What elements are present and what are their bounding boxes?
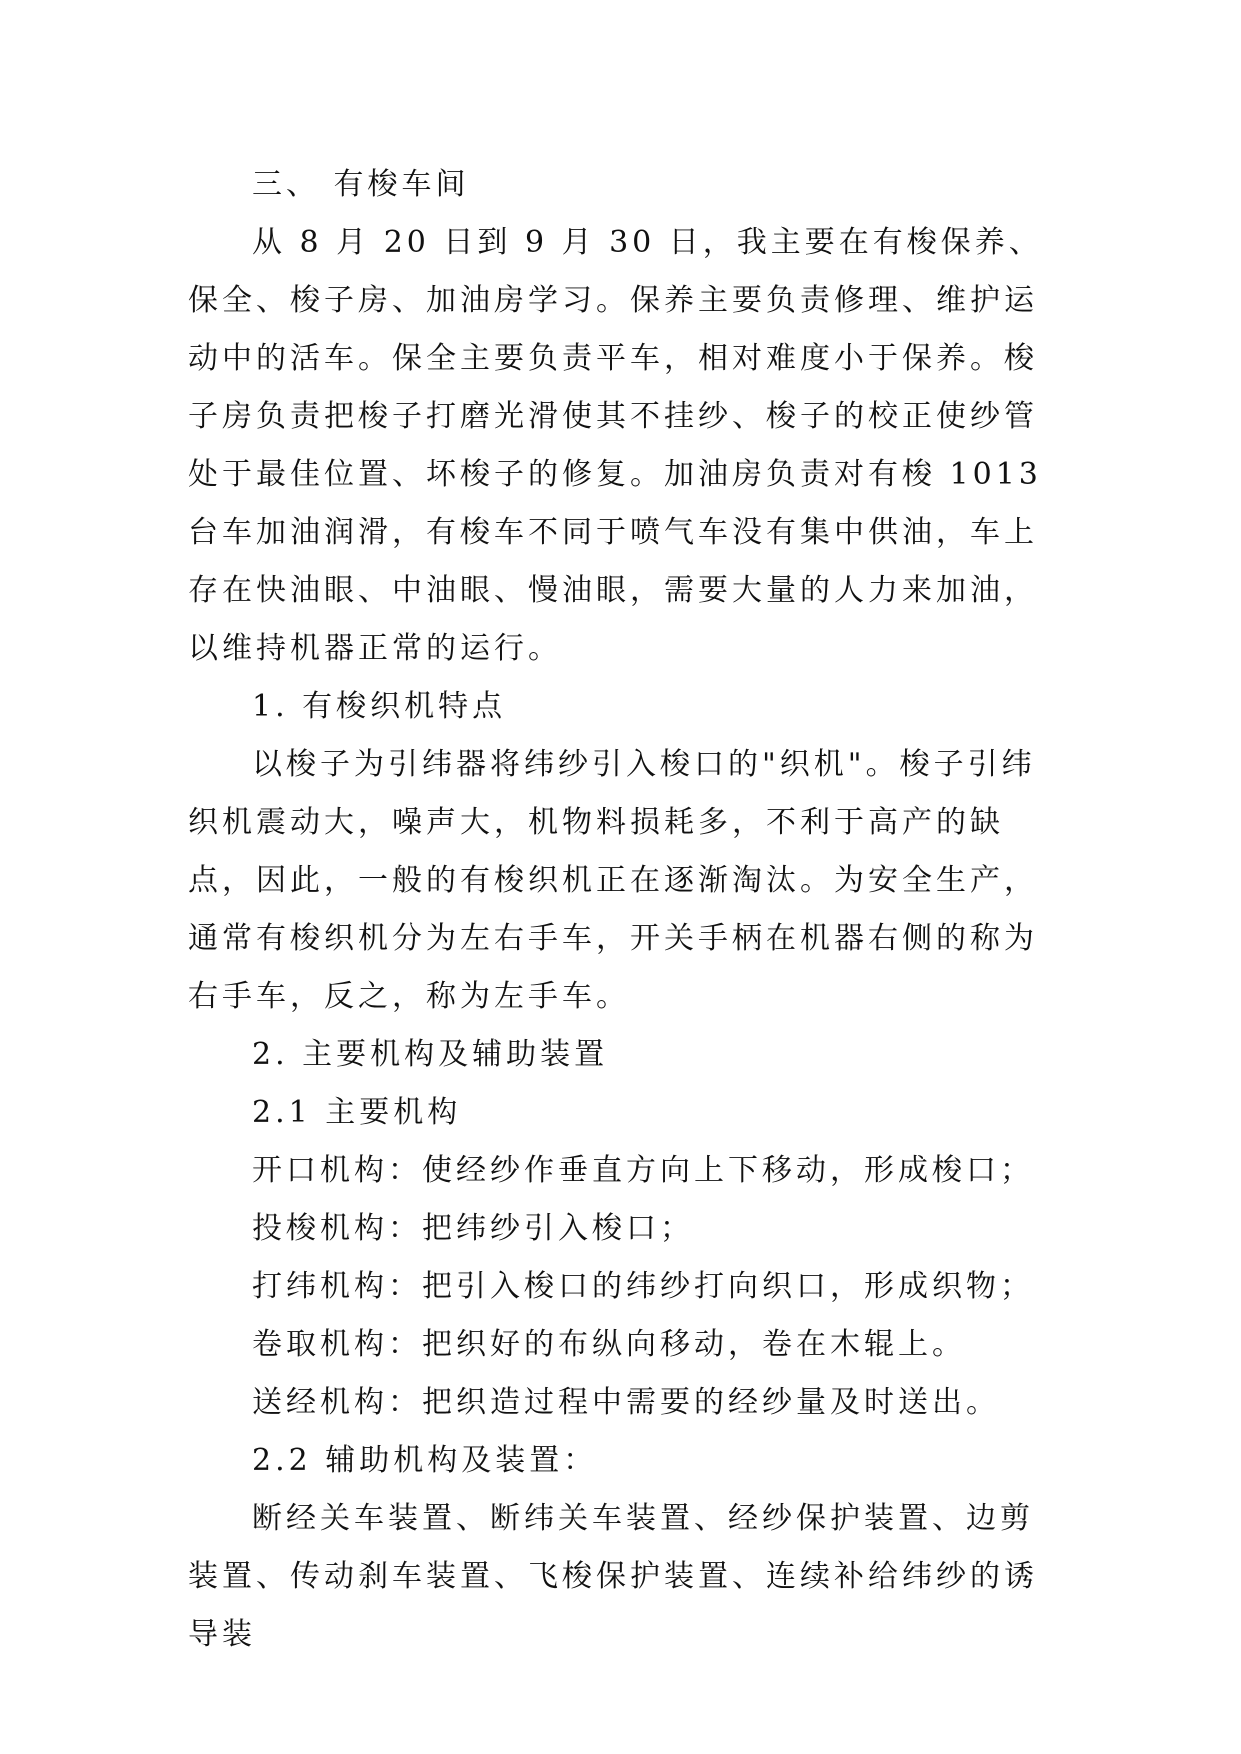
section-heading: 三、 有梭车间: [252, 167, 470, 202]
mechanism-item: 卷取机构：把织好的布纵向移动，卷在木辊上。: [252, 1327, 966, 1362]
section-title-loom-features: 1. 有梭织机特点: [252, 689, 507, 724]
paragraph-auxiliary-devices: 断经关车装置、断纬关车装置、经纱保护装置、边剪装置、传动刹车装置、飞梭保护装置、连续补给纬纱的诱导装: [188, 1501, 1038, 1652]
document-body: [188, 156, 1056, 1664]
mechanism-item: 开口机构：使经纱作垂直方向上下移动，形成梭口；: [252, 1153, 1034, 1188]
mechanism-item: 打纬机构：把引入梭口的纬纱打向织口，形成织物；: [252, 1269, 1034, 1304]
subsection-title-main-mechanisms: 2.1 主要机构: [252, 1095, 462, 1130]
mechanism-item: 送经机构：把织造过程中需要的经纱量及时送出。: [252, 1385, 1000, 1420]
mechanism-item: 投梭机构：把纬纱引入梭口；: [252, 1211, 694, 1246]
paragraph-loom-features: 以梭子为引纬器将纬纱引入梭口的"织机"。梭子引纬织机震动大，噪声大，机物料损耗多，不利于高产的缺点，因此，一般的有梭织机正在逐渐淘汰。为安全生产，通常有梭织机分为左右手车，开关手柄在机器右侧的称为右手车，反之，称为左手车。: [188, 747, 1038, 1014]
subsection-title-auxiliary: 2.2 辅助机构及装置：: [252, 1443, 598, 1478]
section-title-main-mechanisms: 2. 主要机构及辅助装置: [252, 1037, 609, 1072]
paragraph-shuttle-workshop: 从 8 月 20 日到 9 月 30 日，我主要在有梭保养、保全、梭子房、加油房学习。保养主要负责修理、维护运动中的活车。保全主要负责平车，相对难度小于保养。梭子房负责把梭子打磨光滑使其不挂纱、梭子的校正使纱管处于最佳位置、坏梭子的修复。加油房负责对有梭 1013 台车加油润滑，有梭车不同于喷气车没有集中供油，车上存在快油眼、中油眼、慢油眼，需要大量的人力来加油，以维持机器正常的运行。: [188, 225, 1043, 666]
